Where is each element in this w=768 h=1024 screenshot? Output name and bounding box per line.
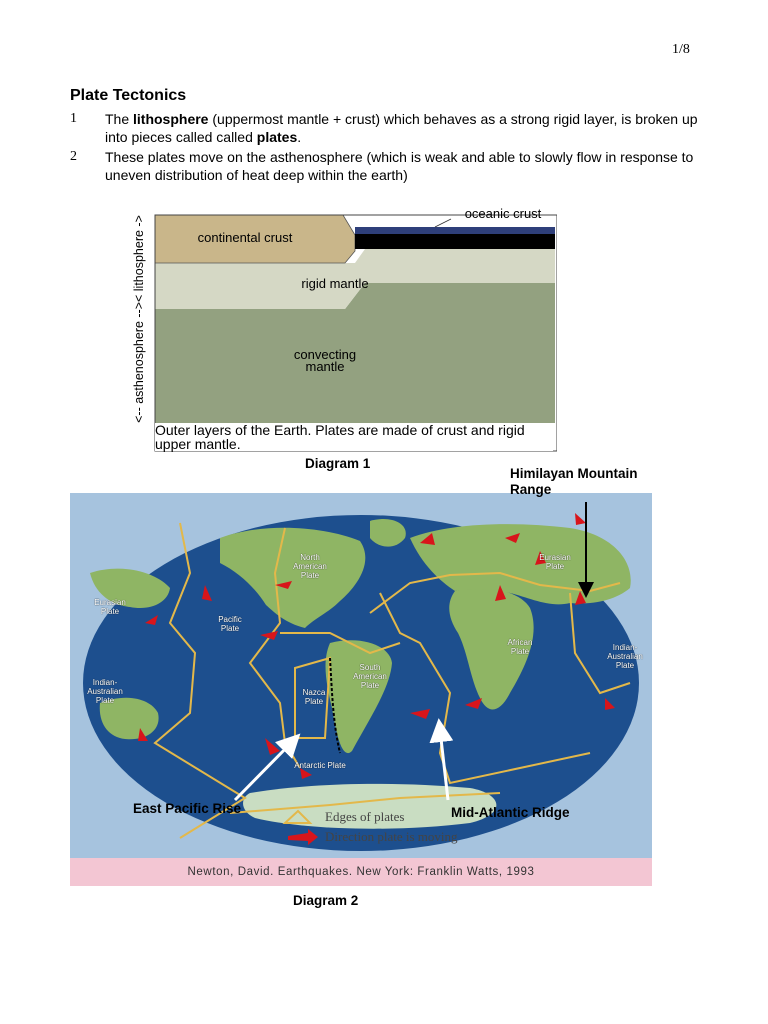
convecting-mantle-label: convecting mantle <box>293 347 357 374</box>
callout-himalayan: Himilayan Mountain Range <box>510 466 638 497</box>
term-plates: plates <box>256 129 298 145</box>
map-source-citation: Newton, David. Earthquakes. New York: Franklin Watts, 1993 <box>70 858 652 886</box>
legend-direction: Direction plate is moving <box>325 829 458 844</box>
oceanic-crust-label: oceanic crust <box>464 206 542 221</box>
plate-label-eurasian: Eurasian Plate <box>94 598 126 616</box>
term-lithosphere: lithosphere <box>133 111 209 127</box>
page-number: 1/8 <box>672 42 690 57</box>
text-run: (uppermost mantle + crust) which behaves as a strong rigid layer, is broken up into pieces called called <box>105 111 698 145</box>
plate-label-north-american: North American Plate <box>293 553 327 580</box>
diagram2-title: Diagram 2 <box>293 893 359 908</box>
continental-crust-label: continental crust <box>197 230 293 245</box>
plate-label-antarctic: Antarctic Plate <box>294 761 346 770</box>
rigid-mantle-label: rigid mantle <box>301 276 369 291</box>
oceanic-crust-layer <box>355 234 555 249</box>
text-run: The <box>105 111 134 127</box>
callout-mid-atlantic-ridge: Mid-Atlantic Ridge <box>451 805 570 820</box>
lithosphere-axis-label: <-- asthenosphere -->< lithosphere -> <box>132 215 146 423</box>
plate-label-nazca: Nazca Plate <box>302 688 326 706</box>
list-number: 1 <box>70 111 77 126</box>
list-number: 2 <box>70 149 77 164</box>
diagram1-figure-caption: Outer layers of the Earth. Plates are made of crust and rigid upper mantle. <box>155 423 553 451</box>
plate-label-african: African Plate <box>507 638 533 656</box>
diagram-plate-map <box>70 493 652 886</box>
ocean-water <box>355 227 555 234</box>
plate-label-pacific: Pacific Plate <box>218 615 242 633</box>
callout-east-pacific-rise: East Pacific Rise <box>133 801 242 816</box>
list-text: These plates move on the asthenosphere (which is weak and able to slowly flow in response to uneven distribution of heat deep within the earth) <box>105 149 694 183</box>
plate-label-south-american: South American Plate <box>353 663 387 690</box>
diagram-earth-layers <box>125 207 557 453</box>
plate-label-eurasian: Eurasian Plate <box>539 553 571 571</box>
diagram1-title: Diagram 1 <box>305 456 371 471</box>
plate-label-indian-australian: Indian-Australian Plate <box>87 678 123 705</box>
list-text <box>105 110 705 146</box>
section-title: Plate Tectonics <box>70 87 187 104</box>
legend-edges: Edges of plates <box>325 809 405 824</box>
text-run: . <box>297 129 302 145</box>
plate-label-indian-australian: Indian-Australian Plate <box>607 643 643 670</box>
